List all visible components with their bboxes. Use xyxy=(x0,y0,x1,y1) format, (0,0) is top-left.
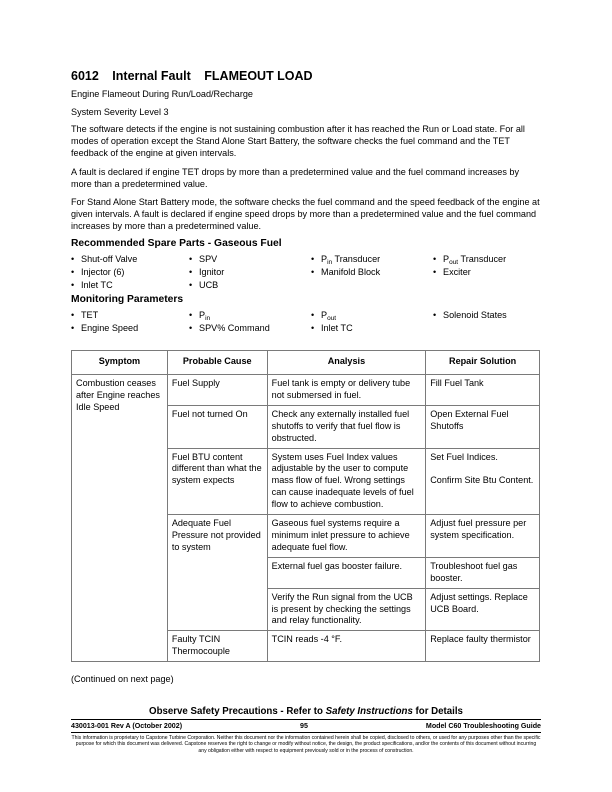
list-item: • Shut-off Valve xyxy=(71,253,137,266)
monitoring-col-4 xyxy=(433,309,507,322)
document-id: 430013-001 Rev A (October 2002) xyxy=(71,722,183,730)
legal-notice: This information is proprietary to Capstone Turbine Corporation. Neither this document nor the information contained herein shall be copied, disclosed to others, or used for any purposes other than the specific purpose for which this document was delivered. Capstone reserves the right to change or modify without notice, the design, the product specifications, and/or the contents of this document without incurring any obligation either with respect to equipment previously sold or in the process of construction. xyxy=(71,735,541,754)
list-item: • Engine Speed xyxy=(71,322,138,335)
header-analysis: Analysis xyxy=(267,351,426,375)
list-item: • SPV xyxy=(189,253,224,266)
spare-parts-col-3 xyxy=(311,253,380,279)
analysis-cell: Fuel tank is empty or delivery tube not submersed in fuel. xyxy=(267,375,426,406)
cause-cell: Faulty TCIN Thermocouple xyxy=(167,631,267,662)
analysis-cell: Verify the Run signal from the UCB is present by checking the settings and relay functionality. xyxy=(267,588,426,631)
footer-divider xyxy=(71,719,541,720)
list-item: • Inlet TC xyxy=(311,322,353,335)
monitoring-col-3 xyxy=(311,309,353,335)
table-row xyxy=(72,375,540,406)
cause-cell: Fuel not turned On xyxy=(167,405,267,448)
table-header-row xyxy=(72,351,540,375)
analysis-cell: External fuel gas booster failure. xyxy=(267,557,426,588)
fault-name: FLAMEOUT LOAD xyxy=(204,69,313,83)
repair-cell: Fill Fuel Tank xyxy=(426,375,540,406)
troubleshooting-table xyxy=(71,350,540,662)
list-item: • $P_{in}$ Transducer xyxy=(311,253,380,266)
repair-cell: Adjust settings. Replace UCB Board. xyxy=(426,588,540,631)
subtitle: Engine Flameout During Run/Load/Recharge xyxy=(71,89,253,99)
list-item: • UCB xyxy=(189,279,224,292)
analysis-cell: Check any externally installed fuel shutoffs to verify that fuel flow is obstructed. xyxy=(267,405,426,448)
list-item: • $P_{out}$ xyxy=(311,309,353,322)
repair-text: Set Fuel Indices. xyxy=(430,451,498,462)
list-item: • Exciter xyxy=(433,266,506,279)
page-title xyxy=(71,69,323,83)
repair-cell: Open External Fuel Shutoffs xyxy=(426,405,540,448)
analysis-cell: Gaseous fuel systems require a minimum inlet pressure to achieve adequate fuel flow. xyxy=(267,515,426,558)
spare-parts-heading: Recommended Spare Parts - Gaseous Fuel xyxy=(71,238,282,249)
safety-notice: Observe Safety Precautions - Refer to Safety Instructions for Details xyxy=(149,706,463,717)
footer-divider xyxy=(71,732,541,733)
repair-cell: Adjust fuel pressure per system specification. xyxy=(426,515,540,558)
list-item: • TET xyxy=(71,309,138,322)
list-item: • Manifold Block xyxy=(311,266,380,279)
continued-note: (Continued on next page) xyxy=(71,674,174,684)
spare-parts-col-1 xyxy=(71,253,137,292)
monitoring-col-2 xyxy=(189,309,270,335)
list-item: • Solenoid States xyxy=(433,309,507,322)
paragraph-3: For Stand Alone Start Battery mode, the software checks the fuel command and the speed feedback of the engine at given intervals. A fault is declared if engine speed drops by more than a predetermined value and the fuel command increases by more than a predetermined value. xyxy=(71,197,540,232)
cause-cell: Fuel BTU content different than what the system expects xyxy=(167,448,267,515)
page-number: 95 xyxy=(300,722,308,730)
cause-cell: Adequate Fuel Pressure not provided to system xyxy=(167,515,267,631)
list-item: • SPV% Command xyxy=(189,322,270,335)
monitoring-col-1 xyxy=(71,309,138,335)
cause-cell: Fuel Supply xyxy=(167,375,267,406)
paragraph-1: The software detects if the engine is not sustaining combustion after it has reached the Run or Load state. For all modes of operation except the Stand Alone Start Battery, the software checks the fuel command and the TET feedback of the engine at given intervals. xyxy=(71,124,525,159)
monitoring-heading: Monitoring Parameters xyxy=(71,294,184,305)
list-item: • $P_{out}$ Transducer xyxy=(433,253,506,266)
list-item: • Injector (6) xyxy=(71,266,137,279)
repair-cell: Replace faulty thermistor xyxy=(426,631,540,662)
guide-title: Model C60 Troubleshooting Guide xyxy=(425,722,541,730)
list-item: • Ignitor xyxy=(189,266,224,279)
spare-parts-col-4 xyxy=(433,253,506,279)
repair-cell: Troubleshoot fuel gas booster. xyxy=(426,557,540,588)
list-item: • Inlet TC xyxy=(71,279,137,292)
header-repair-solution: Repair Solution xyxy=(426,351,540,375)
spare-parts-col-2 xyxy=(189,253,224,292)
header-symptom: Symptom xyxy=(72,351,168,375)
paragraph-2: A fault is declared if engine TET drops by more than a predetermined value and the fuel command increases by more than a predetermined value. xyxy=(71,167,520,190)
repair-cell xyxy=(426,448,540,515)
repair-text: Confirm Site Btu Content. xyxy=(430,475,534,486)
symptom-cell: Combustion ceases after Engine reaches Idle Speed xyxy=(72,375,168,662)
analysis-cell: System uses Fuel Index values adjustable by the user to compute mass flow of fuel. Wrong settings can cause inadequate levels of fuel flow to achieve combustion. xyxy=(267,448,426,515)
list-item: • $P_{in}$ xyxy=(189,309,270,322)
fault-code: 6012 xyxy=(71,69,99,83)
severity: System Severity Level 3 xyxy=(71,107,169,117)
fault-type: Internal Fault xyxy=(112,69,191,83)
header-probable-cause: Probable Cause xyxy=(167,351,267,375)
analysis-cell: TCIN reads -4 °F. xyxy=(267,631,426,662)
